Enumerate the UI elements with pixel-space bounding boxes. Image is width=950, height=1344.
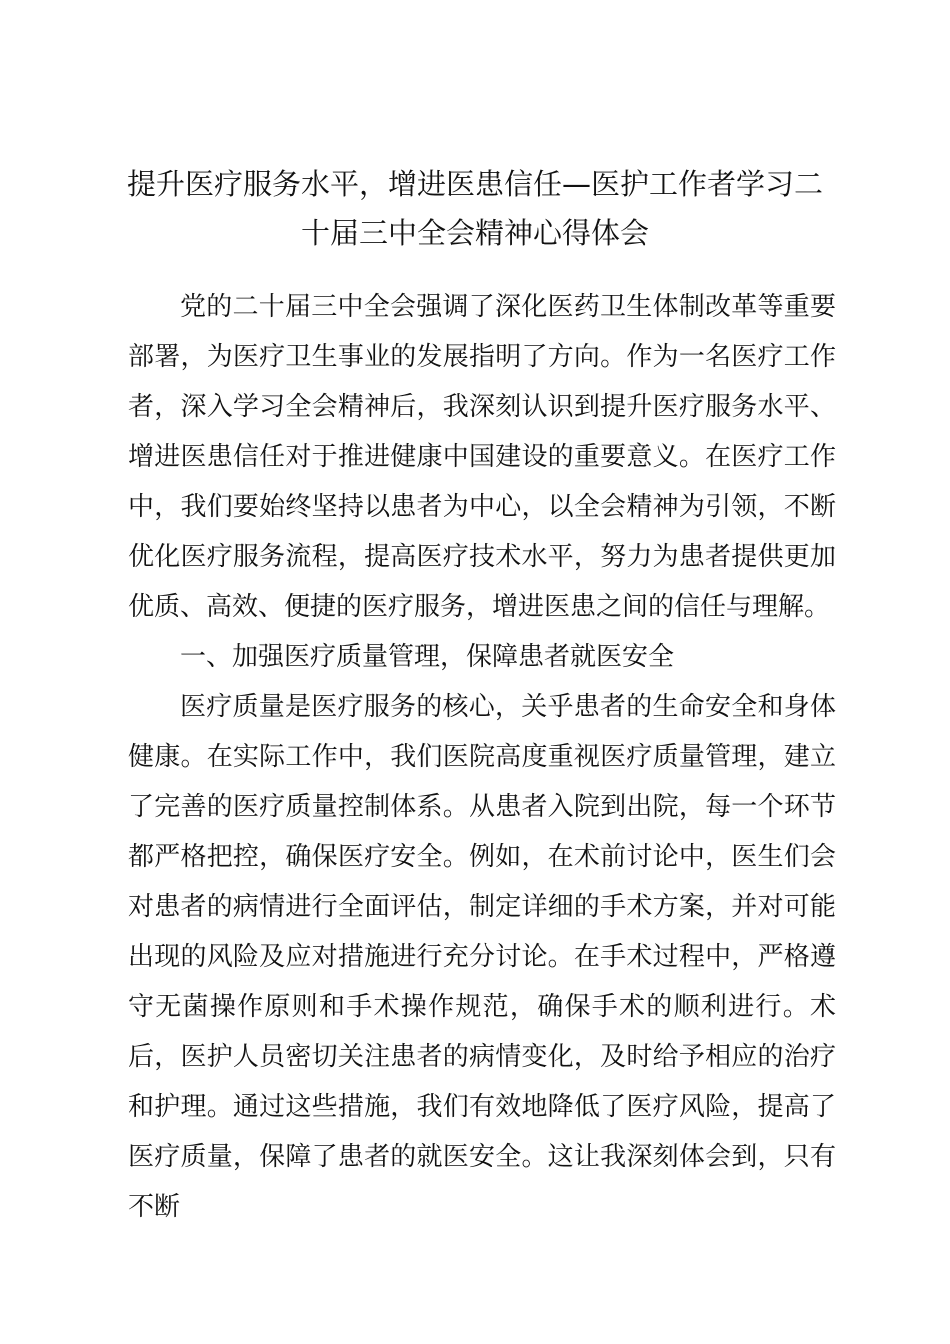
paragraph-section-1: 医疗质量是医疗服务的核心，关乎患者的生命安全和身体健康。在实际工作中，我们医院高度重视医疗质量管理，建立了完善的医疗质量控制体系。从患者入院到出院，每一个环节都严格把控，确保医疗安全。例如，在术前讨论中，医生们会对患者的病情进行全面评估，制定详细的手术方案，并对可能出现的风险及应对措施进行充分讨论。在手术过程中，严格遵守无菌操作原则和手术操作规范，确保手术的顺利进行。术后，医护人员密切关注患者的病情变化，及时给予相应的治疗和护理。通过这些措施，我们有效地降低了医疗风险，提高了医疗质量，保障了患者的就医安全。这让我深刻体会到，只有不断 [128,692,836,1222]
section-heading-1: 一、加强医疗质量管理，保障患者就医安全 [180,642,675,672]
title-line-2: 十届三中全会精神心得体会 [300,216,649,250]
title-line-1: 提升医疗服务水平，增进医患信任—医护工作者学习二 [126,167,823,201]
paragraph-intro: 党的二十届三中全会强调了深化医药卫生体制改革等重要部署，为医疗卫生事业的发展指明了方向。作为一名医疗工作者，深入学习全会精神后，我深刻认识到提升医疗服务水平、增进医患信任对于推进健康中国建设的重要意义。在医疗工作中，我们要始终坚持以患者为中心，以全会精神为引领，不断优化医疗服务流程，提高医疗技术水平，努力为患者提供更加优质、高效、便捷的医疗服务，增进医患之间的信任与理解。 [128,292,836,622]
document-title [110,160,840,258]
document-body [128,282,836,1232]
